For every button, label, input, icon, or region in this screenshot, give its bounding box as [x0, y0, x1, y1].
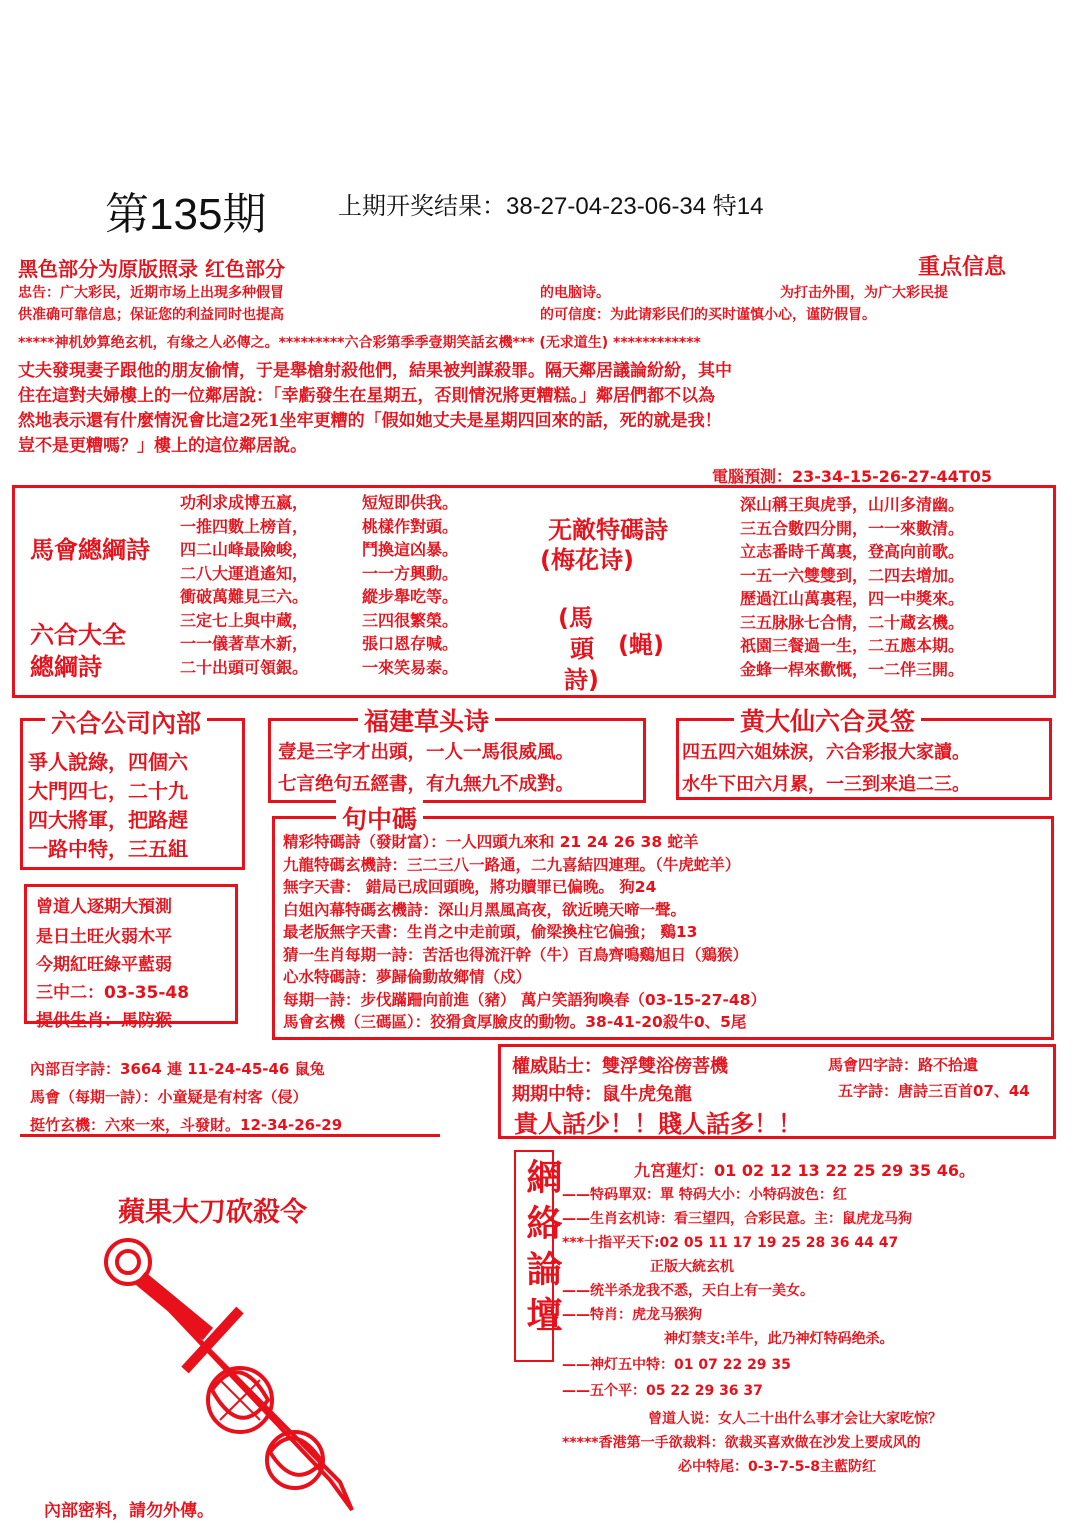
juzhongma-title: 句中碼: [336, 800, 423, 836]
juzhongma-line: 馬會玄機（三碼區）：狡猾貪厚臉皮的動物。38-41-20殺牛0、5尾: [283, 1013, 747, 1031]
poem-right-line: 歷過江山萬裏程，四一中獎來。: [740, 589, 965, 608]
daoren-line: 提供生肖：馬防猴: [36, 1011, 172, 1031]
poem-right-line: 立志番時千萬裏，登高向前歌。: [740, 542, 965, 561]
forum-line: 九宮蓮灯：01 02 12 13 22 25 29 35 46。: [634, 1161, 975, 1180]
poem-left-line: 一一儀著草木新，: [180, 634, 309, 653]
forum-title: 網絡論壇: [521, 1158, 562, 1342]
poem-center-sub: (梅花诗): [540, 546, 634, 574]
forum-line: ——五个平：05 22 29 36 37: [562, 1383, 763, 1399]
poem-right-line: 三五合數四分開，一一來數清。: [740, 518, 965, 538]
tips-line2-a: 期期中特：鼠牛虎兔龍: [512, 1084, 692, 1105]
tips-line1-b: 馬會四字詩：路不拾遺: [828, 1056, 979, 1074]
apple-footer: 內部密料，請勿外傳。: [44, 1501, 214, 1521]
poem-mid-column: [362, 490, 458, 678]
poem-left-line: 衝破萬難見三六。: [180, 587, 309, 606]
fujian-line: 七言绝句五經書，有九無九不成對。: [278, 774, 575, 795]
tips-line3: 貴人話少！！賤人話多！！: [514, 1110, 802, 1138]
issue-number: 第135期: [105, 190, 267, 239]
forum-line: ——特肖：虎龙马猴狗: [562, 1307, 702, 1323]
poem-left-line: 一推四數上榜首，: [180, 516, 309, 536]
juzhongma-line: 精彩特碼詩（發財富）：一人四頭九來和 21 24 26 38 蛇羊: [283, 833, 699, 851]
poem-mid-line: 三四很繁榮。: [362, 610, 459, 630]
poem-mid-line: 一一方興動。: [362, 563, 459, 583]
fujian-line: 壹是三字才出頭，一人一馬很威風。: [278, 742, 575, 763]
poem-mid-line: 短短即供我。: [362, 493, 459, 512]
poem-mid-line: 一來笑易泰。: [362, 657, 459, 677]
company-lines: [28, 746, 188, 862]
sword-grip: [140, 1278, 208, 1334]
juzhongma-line: 每期一詩：步伐蹣跚向前進（豬） 萬户笑語狗喚春（03-15-27-48）: [283, 990, 766, 1009]
notice-line3-b: 的可信度：为此请彩民们的买时谨慎小心，谨防假冒。: [540, 307, 876, 323]
poem-left-line: 二八大運逍遙知，: [180, 563, 309, 583]
poem-label-zonggang: 總綱詩: [30, 653, 102, 681]
poem-left-line: 功利求成博五嬴，: [180, 493, 309, 512]
poem-left-line: 四二山峰最險峻，: [180, 540, 309, 559]
joke-line4: 豈不是更糟嗎？」樓上的這位鄰居說。: [18, 436, 307, 456]
daoren-line: 今期紅旺綠平藍弱: [36, 955, 172, 975]
forum-line: ——神灯五中特：01 07 22 29 35: [562, 1357, 791, 1373]
forum-line: ——生肖玄机诗：看三望四，合彩民意。主：鼠虎龙马狗: [562, 1211, 912, 1227]
juzhongma-line: 猜一生肖每期一詩：苦活也得流汗幹（牛）百鳥齊鳴鷄旭日（鶏猴）: [283, 945, 749, 964]
joke-line1: 丈夫發現妻子跟他的朋友偷情，于是舉槍射殺他們，結果被判謀殺罪。隔天鄰居議論紛紛，其中: [18, 361, 732, 381]
company-line: 一路中特，三五組: [28, 837, 188, 861]
company-line: 大門四七，二十九: [28, 779, 188, 803]
poem-center-b: 頭: [570, 635, 594, 663]
inner-line: 內部百字詩：3664 連 11-24-45-46 鼠兔: [30, 1060, 325, 1078]
daoren-title: 曾道人逐期大預測: [36, 897, 172, 917]
forum-line: 曾道人说：女人二十出什么事才会让大家吃惊？: [648, 1411, 942, 1427]
forum-line: ——特码單双：單 特码大小：小特码波色：红: [562, 1187, 847, 1203]
daoren-lines: [36, 922, 189, 1034]
juzhongma-line: 心水特碼詩：夢歸倫動故鄉情（戍）: [283, 968, 532, 986]
wongtaisin-title: 黄大仙六合灵签: [734, 702, 921, 738]
inner-border: [20, 1134, 440, 1137]
poem-right-column: [740, 492, 964, 680]
last-result: 上期开奖结果：38-27-04-23-06-34 特14: [338, 193, 764, 220]
sword-blade: [160, 1300, 352, 1510]
notice-line2-a: 忠告：广大彩民，近期市场上出現多种假冒: [18, 285, 284, 301]
forum-line: 必中特尾：0-3-7-5-8主藍防红: [678, 1459, 876, 1475]
juzhongma-lines: [283, 830, 766, 1033]
poem-left-line: 二十出頭可領銀。: [180, 657, 309, 677]
poem-center-a: (馬: [558, 604, 593, 632]
notice-line1-left: 黑色部分为原版照录 红色部分: [18, 257, 285, 281]
poem-left-line: 三定七上與中蔵，: [180, 610, 309, 630]
fujian-title: 福建草头诗: [358, 702, 495, 738]
notice-line1-right: 重点信息: [918, 255, 1007, 280]
poem-right-line: 一五一六雙雙到，二四去增加。: [740, 565, 965, 585]
poem-center-title: 无敵特碼詩: [548, 516, 668, 544]
joke-line2: 住在這對夫婦樓上的一位鄰居說：「幸虧發生在星期五，否則情況將更糟糕。」鄰居們都不以為: [18, 386, 715, 406]
poem-mid-line: 鬥換這凶暴。: [362, 540, 459, 559]
forum-line: 正版大統玄机: [650, 1259, 734, 1275]
inner-line: 馬會（每期一詩）：小童疑是有村客（侵）: [30, 1088, 308, 1106]
sword-illustration: [90, 1230, 410, 1530]
poem-left-column: [180, 490, 308, 678]
poem-center-d: (蝇): [618, 631, 664, 659]
company-line: 四大將軍，把路趕: [28, 808, 188, 832]
tips-line2-b: 五字詩：唐詩三百首07、44: [838, 1082, 1030, 1100]
wongtaisin-line: 水牛下田六月累，一三到来追二三。: [682, 774, 970, 795]
notice-line2-b: 的电脑诗。: [540, 285, 610, 301]
forum-line: ——统半杀龙我不悉，天白上有一美女。: [562, 1283, 814, 1299]
computer-prediction: 電腦預測：23-34-15-26-27-44T05: [712, 467, 992, 486]
forum-line: *****香港第一手欲裁料：欲裁买喜欢做在沙发上要成风的: [562, 1435, 921, 1451]
poem-mid-line: 縱步舉吃等。: [362, 587, 459, 606]
poem-mid-line: 張口恩存喊。: [362, 634, 459, 653]
daoren-line: 三中二：03-35-48: [36, 983, 190, 1003]
tips-line1-a: 權威貼士：雙浮雙浴傍菩機: [512, 1056, 728, 1077]
apple-title: 蘋果大刀砍殺令: [118, 1197, 307, 1228]
poem-label-mahui: 馬會總綱詩: [30, 536, 150, 564]
poem-center-c: 詩): [564, 666, 599, 694]
forum-line: 神灯禁支:羊牛，此乃神灯特码绝杀。: [664, 1331, 894, 1347]
inner-line: 挺竹玄機：六來一來，斗發財。12-34-26-29: [30, 1116, 343, 1134]
poem-right-line: 金蜂一桿來歡慨，一二伴三開。: [740, 659, 965, 679]
company-line: 爭人說綠，四個六: [28, 750, 188, 774]
inner-section: [30, 1058, 342, 1142]
juzhongma-line: 九龍特碼玄機詩：三二三八一路通，二九喜結四連理。（牛虎蛇羊）: [283, 855, 741, 874]
juzhongma-line: 白姐內幕特碼玄機詩：深山月黑風高夜，欲近曉天啼一聲。: [283, 900, 687, 919]
company-title: 六合公司內部: [45, 704, 207, 740]
poem-right-line: 深山稱王與虎爭，山川多清幽。: [740, 495, 965, 514]
juzhongma-line: 無字天書： 錯局已成回頭晚，將功贖罪已偏晚。 狗24: [283, 878, 657, 896]
wongtaisin-line: 四五四六姐妹淚，六合彩报大家讀。: [682, 742, 970, 763]
poem-label-liuhe: 六合大全: [30, 621, 126, 649]
juzhongma-line: 最老版無字天書：生肖之中走前頭，偷梁換柱它偏強； 鷄13: [283, 923, 698, 941]
poem-right-line: 祇園三餐過一生，二五應本期。: [740, 636, 965, 655]
notice-line2-c: 为打击外围，为广大彩民提: [780, 285, 948, 301]
forum-line: ***十指平天下:02 05 11 17 19 25 28 36 44 47: [562, 1235, 899, 1251]
poem-mid-line: 桃樣作對頭。: [362, 516, 459, 536]
notice-line4: *****神机妙算绝玄机，有缘之人必傳之。*********六合彩第季季壹期笑話玄機*** (无求道生) ************: [18, 335, 701, 351]
notice-line3-a: 供准确可靠信息；保证您的利益同时也提高: [18, 307, 284, 323]
daoren-line: 是日土旺火弱木平: [36, 927, 172, 947]
poem-right-line: 三五脉脉七合情，二十蔵玄機。: [740, 612, 965, 632]
joke-line3: 然地表示還有什麼情況會比這2死1坐牢更糟的「假如她丈夫是星期四回來的話，死的就是我！: [18, 411, 722, 431]
